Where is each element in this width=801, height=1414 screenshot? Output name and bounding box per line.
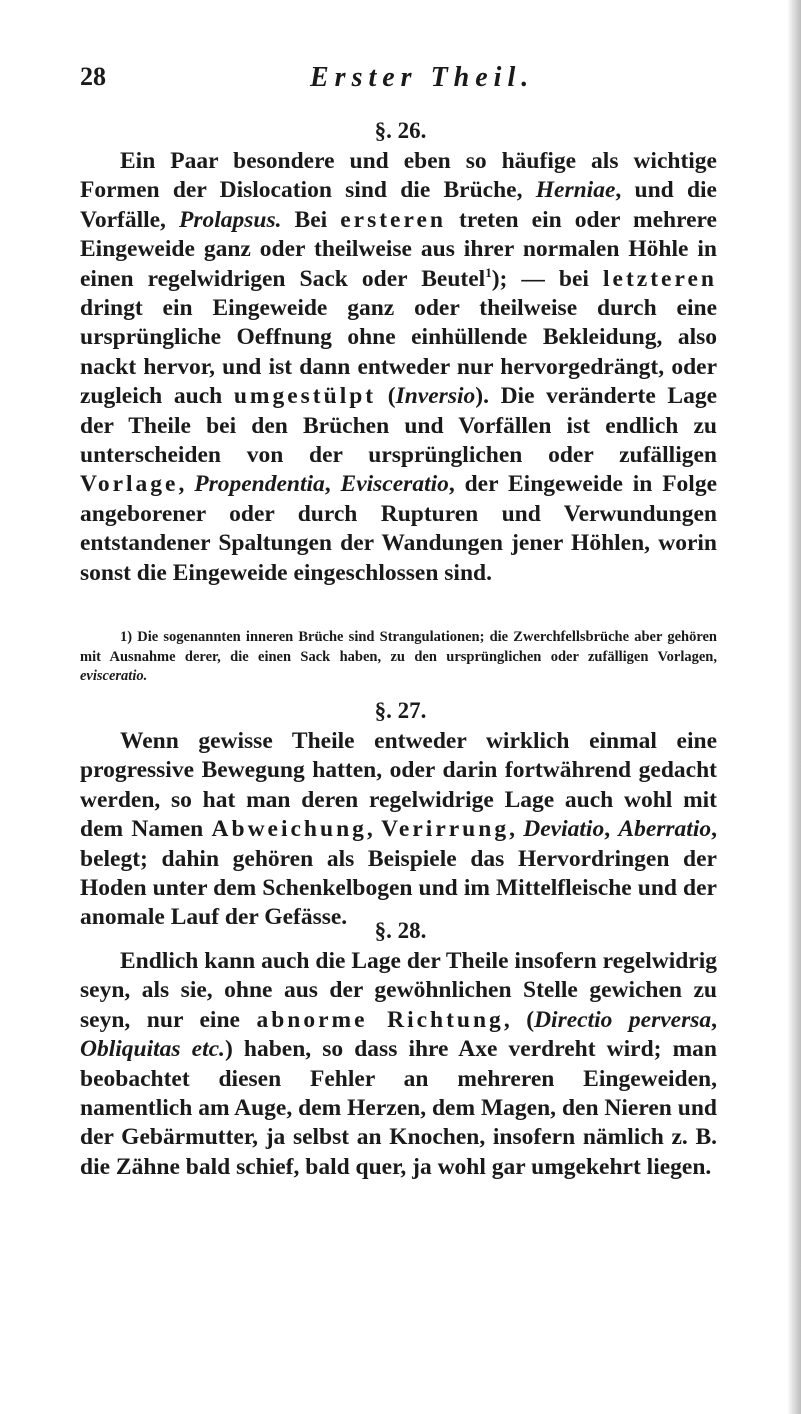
paragraph-26: Ein Paar besondere und eben so häufige als wichtige Formen der Dislocation sind die Brüche, Herniae, und die Vorfälle, Prolapsus. Bei ersteren treten ein oder mehrere Eingeweide ganz oder theilweise aus ihrer normalen Höhle in einen regelwidrigen Sack oder Beutel$^1$); — bei letzteren dringt ein Eingeweide ganz oder theilweise durch eine ursprüngliche Oeffnung ohne einhüllende Bekleidung, also nackt hervor, und ist dann entweder nur hervorgedrängt, oder zugleich auch umgestülpt (Inversio). Die veränderte Lage der Theile bei den Brüchen und Vorfällen ist endlich zu unterscheiden von der ursprünglichen oder zufälligen Vorlage, Propendentia, Evisceratio, der Eingeweide in Folge angeborener oder durch Rupturen und Verwundungen entstandener Spaltungen der Wandungen jener Höhlen, worin sonst die Eingeweide eingeschlossen sind. <box>80 148 718 586</box>
term-letzteren: letzteren <box>603 265 717 292</box>
term-directio-perversa: Directio perversa <box>534 1006 712 1033</box>
page-header <box>80 62 720 93</box>
section-heading-26: §. 26. <box>374 118 427 143</box>
term-umgestuelpt: umgestülpt <box>233 383 377 410</box>
term-obliquitas: Obliquitas etc. <box>80 1036 225 1063</box>
footnote-term-evisceratio: evisceratio. <box>80 668 148 684</box>
page-number: 28 <box>80 62 106 91</box>
term-herniae: Herniae <box>535 177 616 204</box>
term-vorlage: Vorlage <box>80 471 179 498</box>
term-propendentia: Propendentia <box>194 471 325 498</box>
term-aberratio: Aberratio <box>618 816 712 843</box>
term-deviatio: Deviatio <box>523 816 605 843</box>
term-abnorme-richtung: abnorme Richtung <box>256 1006 504 1033</box>
section-heading-27: §. 27. <box>374 698 427 723</box>
paragraph-27: Wenn gewisse Theile entweder wirklich einmal eine progressive Bewegung hatten, oder darin fortwährend gedacht werden, so hat man deren regelwidrige Lage auch wohl mit dem Namen Abweichung, Verirrung, Deviatio, Aberratio, belegt; dahin gehören als Beispiele das Hervordringen der Hoden unter dem Schenkelbogen und im Mittelfleische und der anomale Lauf der Gefässe. <box>80 728 717 931</box>
footnote-marker: 1) <box>120 629 133 645</box>
term-prolapsus: Prolapsus. <box>178 206 282 233</box>
running-head: Erster Theil. <box>310 62 535 93</box>
term-abweichung: Abweichung <box>211 816 367 843</box>
term-verirrung: Verirrung <box>381 816 510 843</box>
term-evisceratio: Evisceratio <box>340 471 449 498</box>
footnote: 1) Die sogenannten inneren Brüche sind Strangulationen; die Zwerchfellsbrüche aber gehören mit Ausnahme derer, die einen Sack haben, zu den ursprünglichen oder zufälligen Vorlagen, evisceratio. <box>80 629 717 684</box>
term-inversio: Inversio <box>395 383 476 410</box>
footnote-reference: 1 <box>485 264 492 280</box>
paragraph-28: Endlich kann auch die Lage der Theile insofern regelwidrig seyn, als sie, ohne aus der gewöhnlichen Stelle gewichen zu seyn, nur eine abnorme Richtung, (Directio perversa, Obliquitas etc.) haben, so dass ihre Axe verdreht wird; man beobachtet diesen Fehler an mehreren Eingeweiden, namentlich am Auge, dem Herzen, dem Magen, den Nieren und der Gebärmutter, ja selbst an Knochen, insofern nämlich z. B. die Zähne bald schief, bald quer, ja wohl gar umgekehrt liegen. <box>80 948 718 1180</box>
section-heading-28: §. 28. <box>374 918 427 943</box>
term-ersteren: ersteren <box>340 206 446 233</box>
